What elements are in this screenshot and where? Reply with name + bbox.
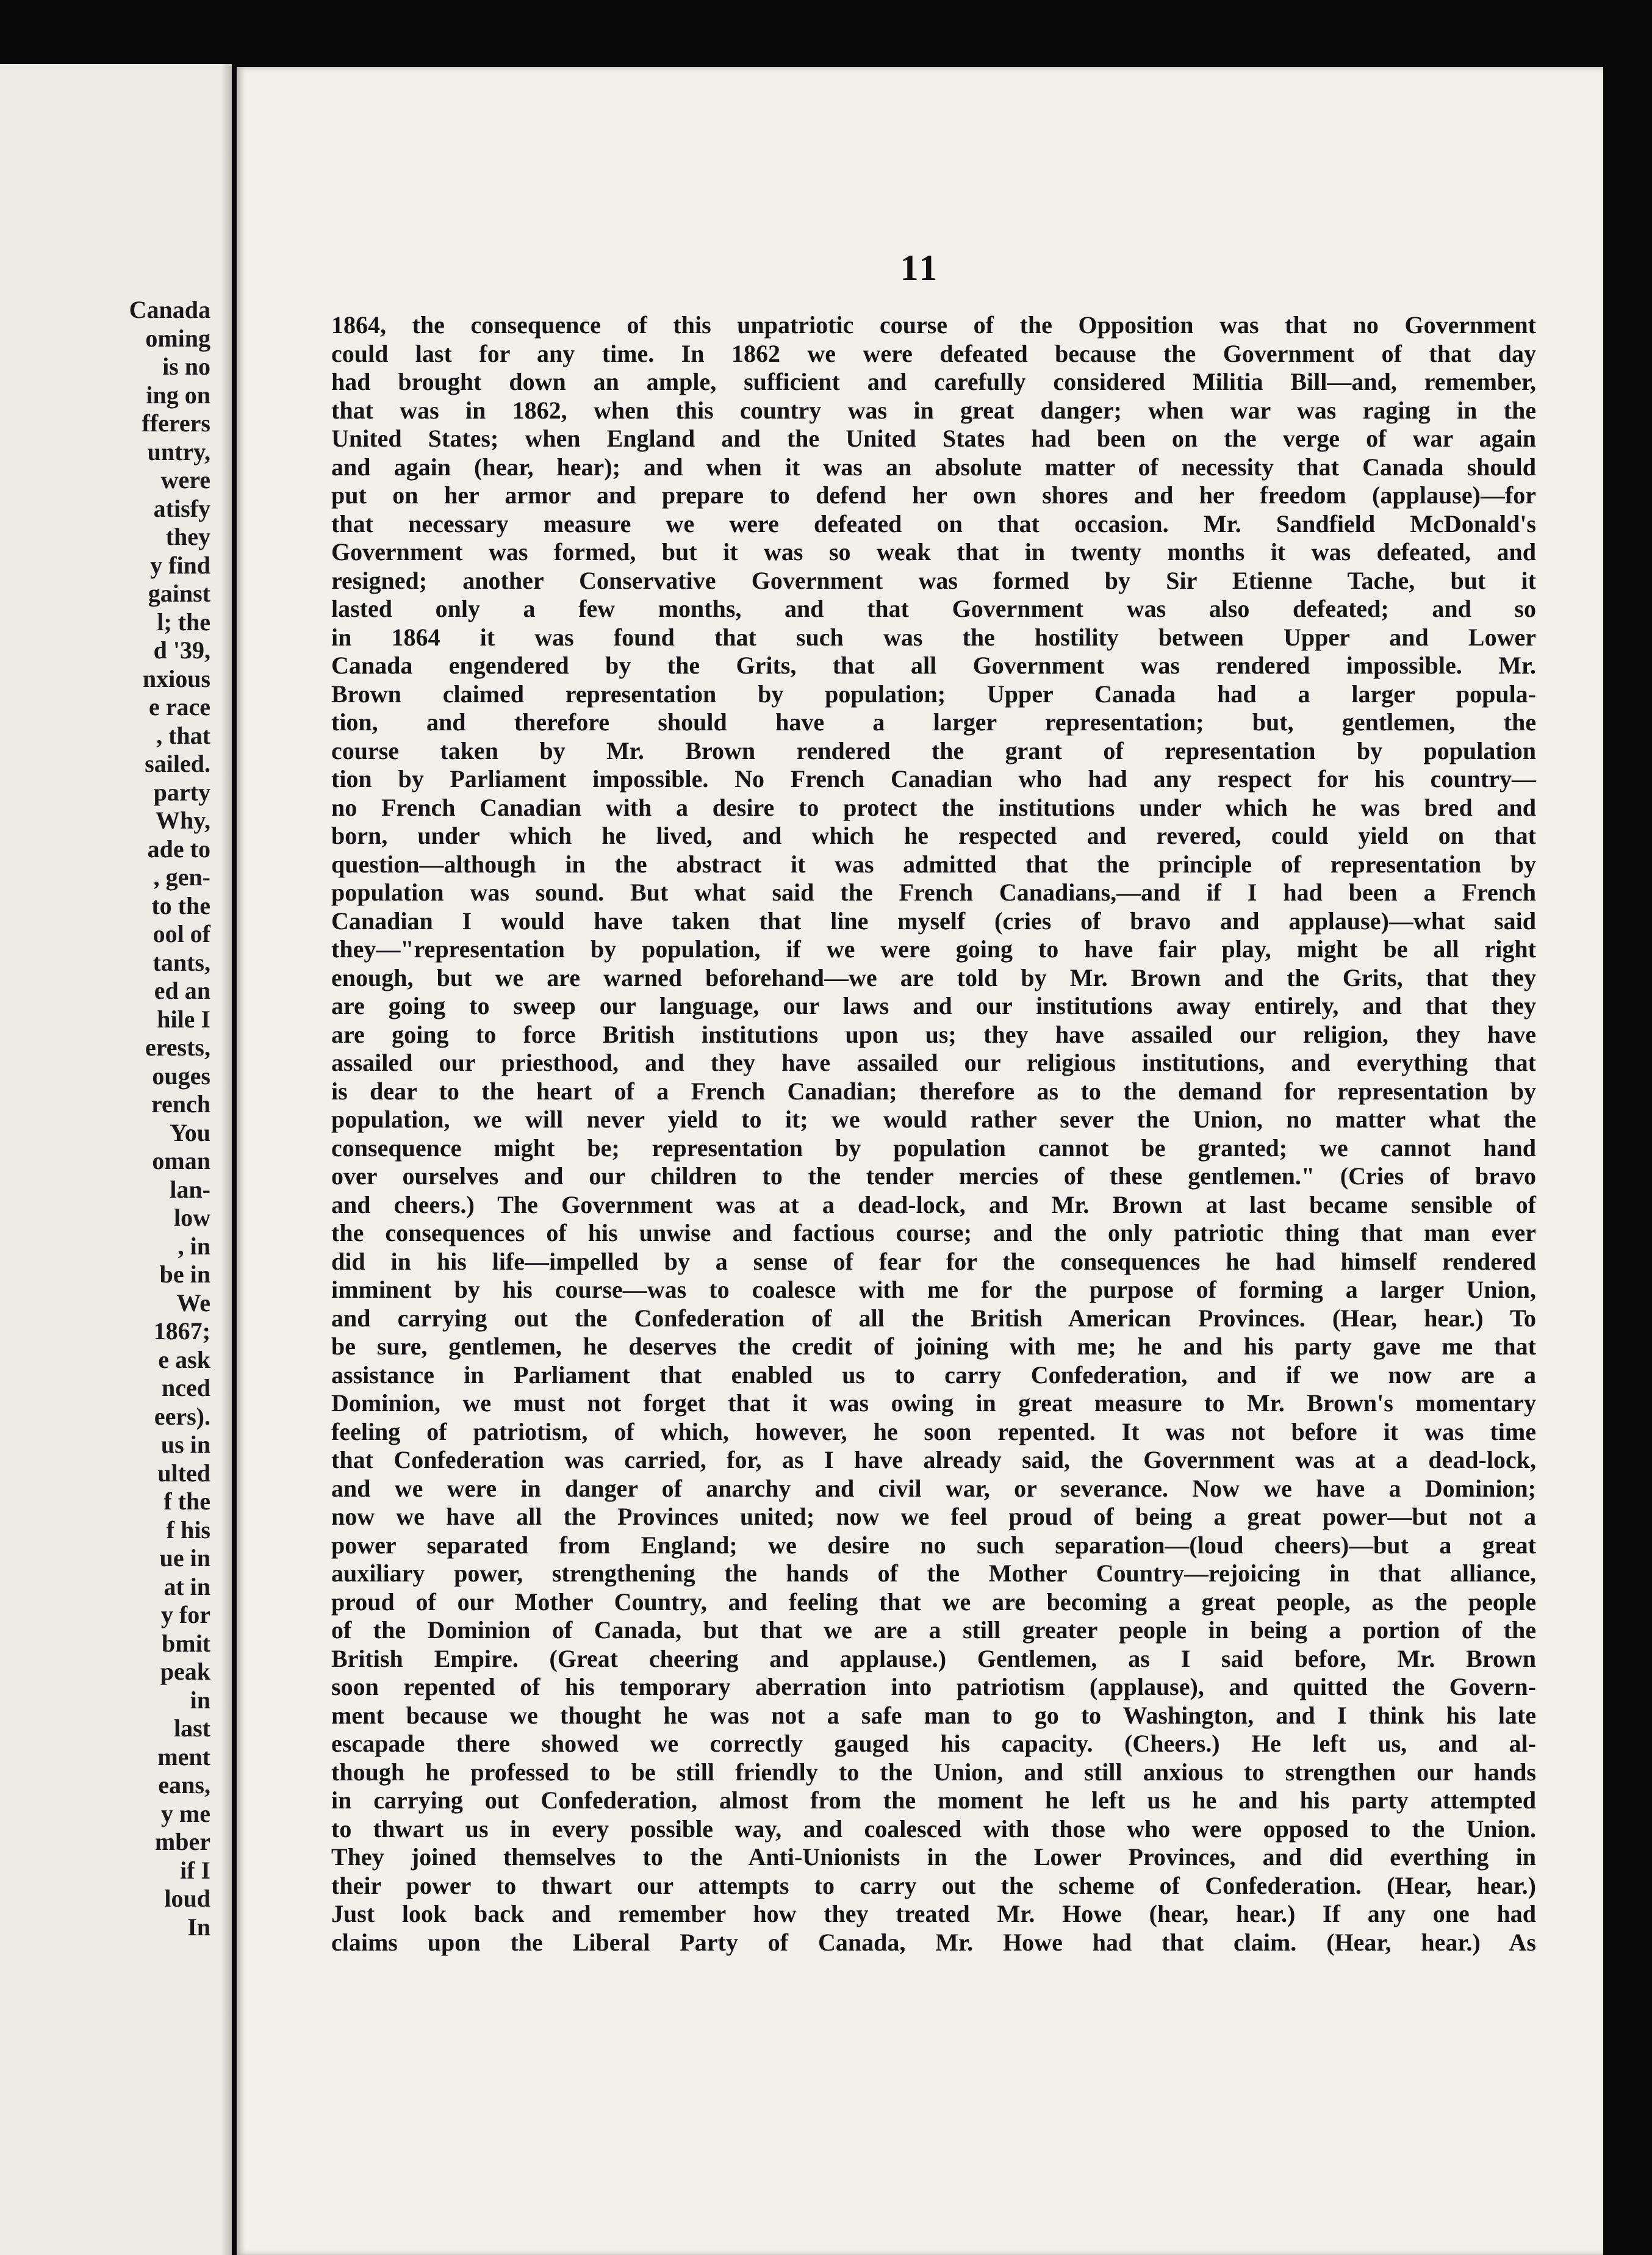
text-line: of the Dominion of Canada, but that we are a still greater people in being a portion of the xyxy=(331,1616,1536,1644)
text-line: feeling of patriotism, of which, however, he soon repented. It was not before it was time xyxy=(331,1417,1536,1445)
facing-page-fragment: peak xyxy=(160,1658,210,1685)
text-line: are going to sweep our language, our laws and our institutions away entirely, and that they xyxy=(331,992,1536,1020)
text-line: ment because we thought he was not a safe man to go to Washington, and I think his late xyxy=(331,1701,1536,1729)
text-line: they—"representation by population, if we were going to have fair play, might be all right xyxy=(331,935,1536,963)
facing-page-fragment: In xyxy=(187,1913,210,1941)
facing-page-fragment: in xyxy=(190,1686,210,1714)
text-line: tion by Parliament impossible. No French Canadian who had any respect for his country— xyxy=(331,765,1536,793)
facing-page-fragment: nxious xyxy=(142,664,210,692)
text-line: and again (hear, hear); and when it was an absolute matter of necessity that Canada should xyxy=(331,453,1536,481)
text-line: and cheers.) The Government was at a dead-lock, and Mr. Brown at last became sensible of xyxy=(331,1190,1536,1218)
text-line: consequence might be; representation by population cannot be granted; we cannot hand xyxy=(331,1134,1536,1162)
facing-page-fragment: were xyxy=(160,466,210,494)
text-line: Dominion, we must not forget that it was owing in great measure to Mr. Brown's momentary xyxy=(331,1389,1536,1417)
text-line: in carrying out Confederation, almost from the moment he left us he and his party attempted xyxy=(331,1786,1536,1814)
text-line: and we were in danger of anarchy and civil war, or severance. Now we have a Dominion; xyxy=(331,1474,1536,1502)
facing-page-text-fragments xyxy=(0,296,210,1941)
text-line: did in his life—impelled by a sense of fear for the consequences he had himself rendered xyxy=(331,1247,1536,1275)
text-line: imminent by his course—was to coalesce with me for the purpose of forming a larger Union, xyxy=(331,1276,1536,1303)
text-line: that Confederation was carried, for, as I have already said, the Government was at a dead-lock, xyxy=(331,1446,1536,1473)
text-line: population, we will never yield to it; we would rather sever the Union, no matter what the xyxy=(331,1106,1536,1133)
facing-page-fragment: e race xyxy=(148,693,210,721)
facing-page-fragment: oman xyxy=(152,1147,210,1174)
facing-page-fragment: gainst xyxy=(148,580,210,607)
gutter-shadow xyxy=(221,64,232,2255)
text-line: course taken by Mr. Brown rendered the grant of representation by population xyxy=(331,736,1536,764)
text-line: enough, but we are warned beforehand—we are told by Mr. Brown and the Grits, that they xyxy=(331,963,1536,991)
facing-page-fragment: You xyxy=(170,1118,210,1146)
facing-page-fragment: is no xyxy=(162,353,210,380)
facing-page-fragment: ulted xyxy=(157,1459,210,1487)
facing-page-fragment: at in xyxy=(163,1572,210,1600)
facing-page-fragment: be in xyxy=(159,1261,210,1288)
facing-page-fragment: y for xyxy=(160,1601,210,1628)
text-line: proud of our Mother Country, and feeling that we are becoming a great people, as the people xyxy=(331,1588,1536,1616)
facing-page-fragment: atisfy xyxy=(153,494,210,522)
facing-page-fragment: ing on xyxy=(146,381,210,409)
text-line: escapade there showed we correctly gauged his capacity. (Cheers.) He left us, and al- xyxy=(331,1730,1536,1757)
facing-page-strip xyxy=(0,64,232,2255)
facing-page-fragment: ool of xyxy=(153,920,210,948)
text-line: claims upon the Liberal Party of Canada, Mr. Howe had that claim. (Hear, hear.) As xyxy=(331,1928,1536,1956)
facing-page-fragment: ouges xyxy=(152,1062,210,1090)
facing-page-fragment: sailed. xyxy=(145,750,210,777)
text-line: Government was formed, but it was so weak that in twenty months it was defeated, and xyxy=(331,538,1536,566)
text-line: population was sound. But what said the French Canadians,—and if I had been a French xyxy=(331,879,1536,906)
facing-page-fragment: last xyxy=(174,1714,210,1742)
facing-page-fragment: e ask xyxy=(158,1345,210,1373)
text-line: Canadian I would have taken that line myself (cries of bravo and applause)—what said xyxy=(331,907,1536,935)
text-line: resigned; another Conservative Government was formed by Sir Etienne Tache, but it xyxy=(331,566,1536,594)
facing-page-fragment: fferers xyxy=(142,409,210,437)
facing-page-fragment: ade to xyxy=(147,835,210,863)
facing-page-fragment: bmit xyxy=(162,1629,210,1657)
facing-page-fragment: tants, xyxy=(153,948,210,976)
text-line: is dear to the heart of a French Canadian; therefore as to the demand for representation by xyxy=(331,1077,1536,1105)
text-line: in 1864 it was found that such was the hostility between Upper and Lower xyxy=(331,623,1536,651)
text-line: born, under which he lived, and which he respected and revered, could yield on that xyxy=(331,822,1536,849)
text-line: assistance in Parliament that enabled us to carry Confederation, and if we now are a xyxy=(331,1361,1536,1389)
text-line: Brown claimed representation by population; Upper Canada had a larger popula- xyxy=(331,680,1536,708)
facing-page-fragment: untry, xyxy=(147,437,210,466)
facing-page-fragment: erests, xyxy=(145,1034,210,1061)
facing-page-fragment: y me xyxy=(160,1799,210,1827)
facing-page-fragment: low xyxy=(174,1204,210,1231)
facing-page-fragment: , in xyxy=(178,1232,210,1260)
text-line: United States; when England and the United States had been on the verge of war again xyxy=(331,425,1536,452)
page-number: 11 xyxy=(900,248,940,288)
text-line: no French Canadian with a desire to protect the institutions under which he was bred and xyxy=(331,793,1536,821)
text-line: their power to thwart our attempts to carry out the scheme of Confederation. (Hear, hear.) xyxy=(331,1871,1536,1899)
facing-page-fragment: Canada xyxy=(129,296,210,323)
text-line: now we have all the Provinces united; now we feel proud of being a great power—but not a xyxy=(331,1503,1536,1530)
facing-page-fragment: mber xyxy=(154,1828,210,1855)
facing-page-fragment: eans, xyxy=(158,1771,210,1799)
facing-page-fragment: hile I xyxy=(157,1005,210,1033)
text-line: put on her armor and prepare to defend her own shores and her freedom (applause)—for xyxy=(331,481,1536,509)
text-line: are going to force British institutions upon us; they have assailed our religion, they have xyxy=(331,1020,1536,1048)
facing-page-fragment: Why, xyxy=(155,807,210,834)
facing-page-fragment: , gen- xyxy=(153,863,210,891)
facing-page-fragment: party xyxy=(153,778,210,806)
facing-page-fragment: rench xyxy=(151,1090,210,1118)
facing-page-fragment: f the xyxy=(163,1487,210,1515)
text-line: lasted only a few months, and that Government was also defeated; and so xyxy=(331,595,1536,622)
facing-page-fragment: lan- xyxy=(170,1175,210,1203)
facing-page-fragment: We xyxy=(176,1289,210,1317)
facing-page-fragment: ment xyxy=(157,1743,210,1771)
body-text xyxy=(331,311,1536,1957)
facing-page-fragment: , that xyxy=(156,721,210,749)
facing-page-fragment: y find xyxy=(150,551,210,579)
document-page xyxy=(237,67,1603,2255)
facing-page-fragment: d '39, xyxy=(153,636,210,664)
facing-page-fragment: loud xyxy=(164,1885,210,1912)
text-line: power separated from England; we desire no such separation—(loud cheers)—but a great xyxy=(331,1531,1536,1559)
facing-page-fragment: to the xyxy=(151,891,210,919)
text-line: auxiliary power, strengthening the hands of the Mother Country—rejoicing in that alliance, xyxy=(331,1559,1536,1587)
facing-page-fragment: us in xyxy=(160,1431,210,1458)
text-line: could last for any time. In 1862 we were defeated because the Government of that day xyxy=(331,339,1536,367)
facing-page-fragment: oming xyxy=(145,324,210,352)
facing-page-fragment: f his xyxy=(166,1516,210,1544)
text-line: be sure, gentlemen, he deserves the credit of joining with me; he and his party gave me that xyxy=(331,1333,1536,1360)
text-line: question—although in the abstract it was admitted that the principle of representation by xyxy=(331,850,1536,878)
facing-page-fragment: nced xyxy=(162,1374,210,1401)
text-line: that was in 1862, when this country was in great danger; when war was raging in the xyxy=(331,396,1536,424)
text-line: that necessary measure we were defeated on that occasion. Mr. Sandfield McDonald's xyxy=(331,509,1536,538)
text-line: Canada engendered by the Grits, that all Government was rendered impossible. Mr. xyxy=(331,652,1536,679)
text-line: over ourselves and our children to the tender mercies of these gentlemen." (Cries of bravo xyxy=(331,1162,1536,1190)
text-line: soon repented of his temporary aberration into patriotism (applause), and quitted the Govern- xyxy=(331,1673,1536,1700)
text-line: 1864, the consequence of this unpatriotic course of the Opposition was that no Government xyxy=(331,311,1536,339)
text-line: Just look back and remember how they treated Mr. Howe (hear, hear.) If any one had xyxy=(331,1900,1536,1927)
text-line: British Empire. (Great cheering and applause.) Gentlemen, as I said before, Mr. Brown xyxy=(331,1644,1536,1672)
text-line: tion, and therefore should have a larger representation; but, gentlemen, the xyxy=(331,708,1536,736)
text-line: though he professed to be still friendly to the Union, and still anxious to strengthen our hands xyxy=(331,1758,1536,1786)
text-line: to thwart us in every possible way, and coalesced with those who were opposed to the Union. xyxy=(331,1814,1536,1843)
facing-page-fragment: they xyxy=(165,523,210,550)
facing-page-fragment: ue in xyxy=(159,1544,210,1572)
text-line: had brought down an ample, sufficient and carefully considered Militia Bill—and, remember, xyxy=(331,368,1536,395)
text-line: They joined themselves to the Anti-Unionists in the Lower Provinces, and did everthing in xyxy=(331,1843,1536,1871)
facing-page-fragment: l; the xyxy=(157,608,210,636)
facing-page-fragment: eers). xyxy=(154,1402,210,1430)
facing-page-fragment: 1867; xyxy=(153,1317,210,1345)
text-line: the consequences of his unwise and factious course; and the only patriotic thing that man ever xyxy=(331,1219,1536,1246)
text-line: and carrying out the Confederation of all the British American Provinces. (Hear, hear.) To xyxy=(331,1304,1536,1332)
text-line: assailed our priesthood, and they have assailed our religious institutions, and everything that xyxy=(331,1049,1536,1076)
facing-page-fragment: if I xyxy=(180,1856,210,1884)
facing-page-fragment: ed an xyxy=(154,977,210,1004)
